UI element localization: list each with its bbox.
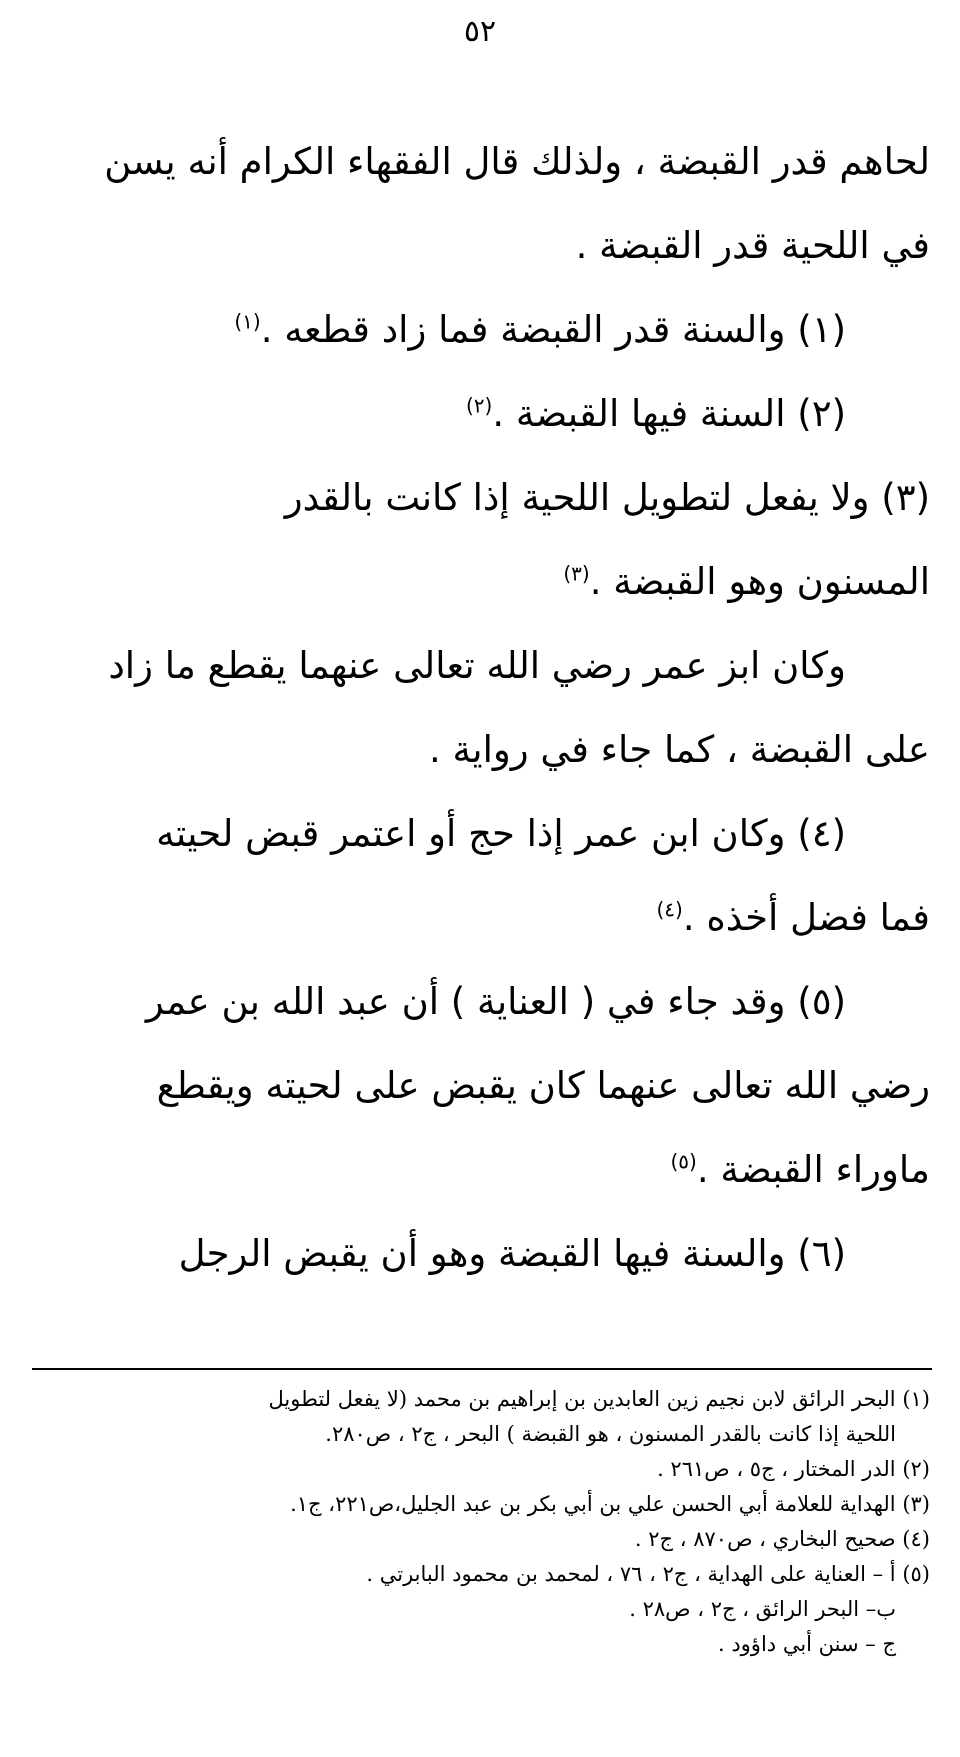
quote-text: (٢) السنة فيها القبضة . — [492, 392, 846, 435]
footnote-5a: (٥) أ – العناية على الهداية ، ج٢ ، ٧٦ ، لمحمد بن محمود البابرتي . — [366, 1562, 930, 1586]
text-line — [35, 288, 930, 372]
footnote-5c: ج – سنن أبي داؤود . — [717, 1632, 896, 1656]
text-line: لحاهم قدر القبضة ، ولذلك قال الفقهاء الكرام أنه يسن — [104, 140, 930, 183]
footnote-1: (١) البحر الرائق لابن نجيم زين العابدين بن إبراهيم بن محمد (لا يفعل لتطويل — [268, 1387, 930, 1411]
footnote-3: (٣) الهداية للعلامة أبي الحسن علي بن أبي بكر بن عبد الجليل،ص٢٢١، ج١. — [290, 1492, 930, 1516]
footnote-2: (٢) الدر المختار ، ج٥ ، ص٢٦١ . — [657, 1457, 930, 1481]
text-line: (٤) وكان ابن عمر إذا حج أو اعتمر قبض لحيته — [156, 812, 846, 855]
quote-text: المسنون وهو القبضة . — [589, 560, 930, 603]
text-line — [35, 1128, 930, 1212]
text-line — [35, 372, 930, 456]
text-line: رضي الله تعالى عنهما كان يقبض على لحيته ويقطع — [156, 1064, 930, 1107]
text-line — [35, 876, 930, 960]
footnote-ref[interactable]: (٥) — [670, 1149, 697, 1174]
text-line: في اللحية قدر القبضة . — [575, 224, 930, 267]
text-line: (٣) ولا يفعل لتطويل اللحية إذا كانت بالقدر — [284, 476, 930, 519]
text-line: (٥) وقد جاء في ( العناية ) أن عبد الله بن عمر — [145, 980, 846, 1023]
quote-text: ماوراء القبضة . — [696, 1148, 930, 1191]
text-line: وكان ابز عمر رضي الله تعالى عنهما يقطع ما زاد — [108, 644, 846, 687]
quote-text: فما فضل أخذه . — [682, 896, 930, 939]
footnote-1-cont: اللحية إذا كانت بالقدر المسنون ، هو القبضة ) البحر ، ج٢ ، ص٢٨٠. — [325, 1422, 896, 1446]
quote-text: (١) والسنة قدر القبضة فما زاد قطعه . — [260, 308, 846, 351]
footnote-4: (٤) صحيح البخاري ، ص٨٧٠ ، ج٢ . — [634, 1527, 930, 1551]
footnote-ref[interactable]: (٢) — [465, 393, 493, 418]
footnote-5b: ب– البحر الرائق ، ج٢ ، ص٢٨ . — [629, 1597, 896, 1621]
text-line — [35, 540, 930, 624]
footnotes — [30, 1382, 930, 1662]
footnote-ref[interactable]: (١) — [234, 309, 261, 334]
text-line: على القبضة ، كما جاء في رواية . — [428, 728, 930, 771]
text-line: (٦) والسنة فيها القبضة وهو أن يقبض الرجل — [178, 1232, 846, 1275]
main-text — [35, 120, 930, 1296]
page-number: ٥٢ — [463, 14, 497, 49]
footnote-ref[interactable]: (٣) — [563, 561, 590, 586]
footnote-ref[interactable]: (٤) — [656, 897, 683, 922]
footnote-separator — [32, 1368, 932, 1370]
